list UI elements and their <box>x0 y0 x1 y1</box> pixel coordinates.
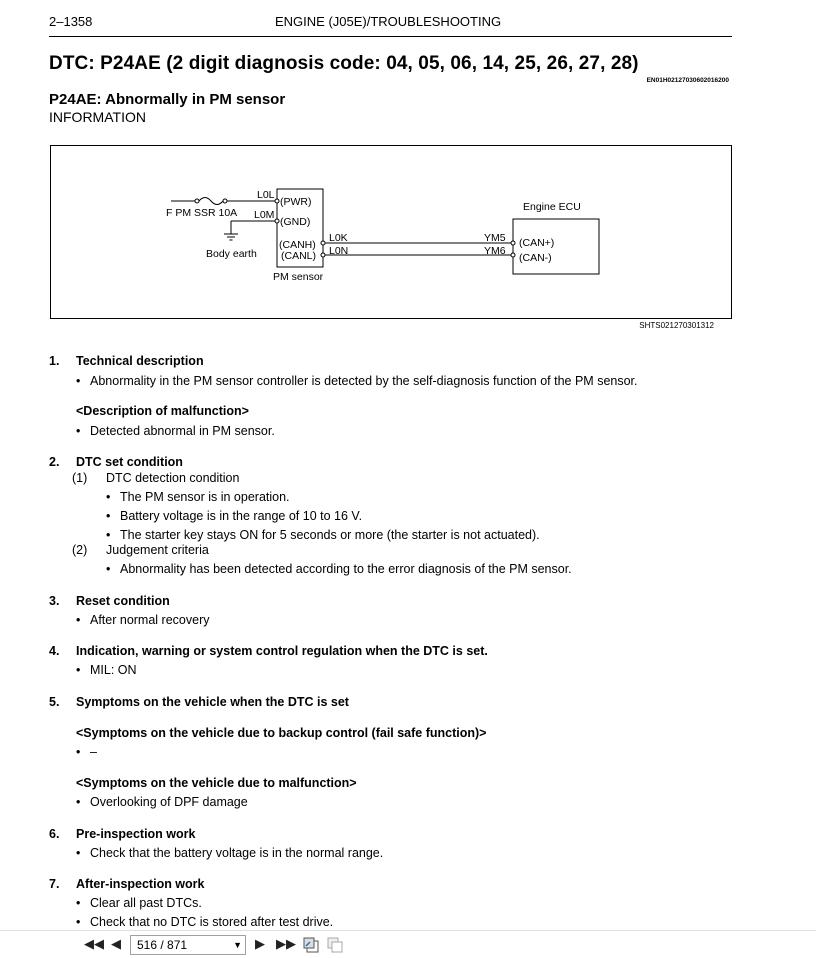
previous-page-icon[interactable]: ◀ <box>111 936 121 951</box>
terminal-l0m: L0M <box>254 209 275 221</box>
section-7-title: After-inspection work <box>76 877 205 891</box>
last-page-icon[interactable]: ▶▶ <box>276 936 296 951</box>
terminal-l0n: L0N <box>329 245 349 257</box>
sensor-pin-gnd: (GND) <box>280 216 311 228</box>
section-7-bullet-1: • Clear all past DTCs. <box>90 896 202 910</box>
condition-1-bullet-2: • Battery voltage is in the range of 10 to 16 V. <box>120 509 362 523</box>
information-label: INFORMATION <box>49 109 146 125</box>
section-7-number: 7. <box>49 877 60 891</box>
header-page-number: 2–1358 <box>49 14 93 29</box>
section-5-title: Symptoms on the vehicle when the DTC is set <box>76 695 349 709</box>
section-5-number: 5. <box>49 695 60 709</box>
ecu-pin-can-plus: (CAN+) <box>519 237 555 249</box>
section-2-title: DTC set condition <box>76 455 183 469</box>
header-section: ENGINE (J05E)/TROUBLESHOOTING <box>275 14 502 29</box>
chevron-down-icon[interactable]: ▼ <box>233 940 242 950</box>
first-page-icon[interactable]: ◀◀ <box>84 936 104 951</box>
section-1-number: 1. <box>49 354 60 368</box>
terminal-l0k: L0K <box>329 232 348 244</box>
page-number-field[interactable] <box>130 935 246 955</box>
section-6-bullet-1: • Check that the battery voltage is in the normal range. <box>90 846 383 860</box>
section-3-number: 3. <box>49 594 60 608</box>
sensor-pin-canl: (CANL) <box>281 250 317 262</box>
fuse-terminal-right <box>223 199 227 203</box>
sensor-label: PM sensor <box>273 271 324 283</box>
ground-label: Body earth <box>206 248 257 260</box>
section-6-number: 6. <box>49 827 60 841</box>
section-1-bullet-2: • Detected abnormal in PM sensor. <box>90 424 275 438</box>
fuse-symbol <box>199 198 223 205</box>
section-4-bullet-1: • MIL: ON <box>90 663 137 677</box>
section-5-bullet-2: • Overlooking of DPF damage <box>90 795 248 809</box>
section-7-bullet-2: • Check that no DTC is stored after test drive. <box>90 915 333 929</box>
terminal-ym6: YM6 <box>484 245 506 257</box>
condition-1-number: (1) <box>72 471 88 485</box>
page-number-input[interactable] <box>135 937 229 953</box>
section-1-subheading: <Description of malfunction> <box>76 404 249 418</box>
condition-1-bullet-3: • The starter key stays ON for 5 seconds or more (the starter is not actuated). <box>120 528 540 542</box>
go-back-view-icon[interactable] <box>302 937 320 951</box>
ecu-label: Engine ECU <box>523 201 581 213</box>
next-page-icon[interactable]: ▶ <box>255 936 265 951</box>
section-1-title: Technical description <box>76 354 204 368</box>
pdf-navigation-toolbar <box>0 930 816 958</box>
section-5-subheading-1: <Symptoms on the vehicle due to backup control (fail safe function)> <box>76 726 487 740</box>
page-header <box>49 14 732 37</box>
wiring-diagram <box>50 145 732 319</box>
section-1-bullet-1: • Abnormality in the PM sensor controller is detected by the self-diagnosis function of the PM sensor. <box>90 374 638 388</box>
sensor-pin-pwr: (PWR) <box>280 196 312 208</box>
section-4-title: Indication, warning or system control regulation when the DTC is set. <box>76 644 488 658</box>
fuse-terminal-left <box>195 199 199 203</box>
condition-2-number: (2) <box>72 543 88 557</box>
subtitle: P24AE: Abnormally in PM sensor <box>49 91 286 108</box>
document-id: EN01H02127030602016200 <box>646 77 729 84</box>
fuse-label: F PM SSR 10A <box>166 207 238 219</box>
condition-1-title: DTC detection condition <box>106 471 240 485</box>
section-2-number: 2. <box>49 455 60 469</box>
section-6-title: Pre-inspection work <box>76 827 196 841</box>
condition-1-bullet-1: • The PM sensor is in operation. <box>120 490 290 504</box>
sensor-pin-canh: (CANH) <box>279 239 316 251</box>
page-title: DTC: P24AE (2 digit diagnosis code: 04, 05, 06, 14, 25, 26, 27, 28) <box>49 53 639 74</box>
section-5-subheading-2: <Symptoms on the vehicle due to malfunction> <box>76 776 357 790</box>
section-5-bullet-1: • – <box>90 745 97 759</box>
condition-2-bullet-1: • Abnormality has been detected according to the error diagnosis of the PM sensor. <box>120 562 572 576</box>
terminal-l0l: L0L <box>257 189 275 201</box>
condition-2-title: Judgement criteria <box>106 543 209 557</box>
go-forward-view-icon[interactable] <box>326 937 344 951</box>
section-3-bullet-1: • After normal recovery <box>90 613 209 627</box>
terminal-ym5: YM5 <box>484 232 506 244</box>
section-4-number: 4. <box>49 644 60 658</box>
ecu-pin-can-minus: (CAN-) <box>519 252 552 264</box>
section-3-title: Reset condition <box>76 594 170 608</box>
figure-id: SHTS021270301312 <box>639 321 714 330</box>
